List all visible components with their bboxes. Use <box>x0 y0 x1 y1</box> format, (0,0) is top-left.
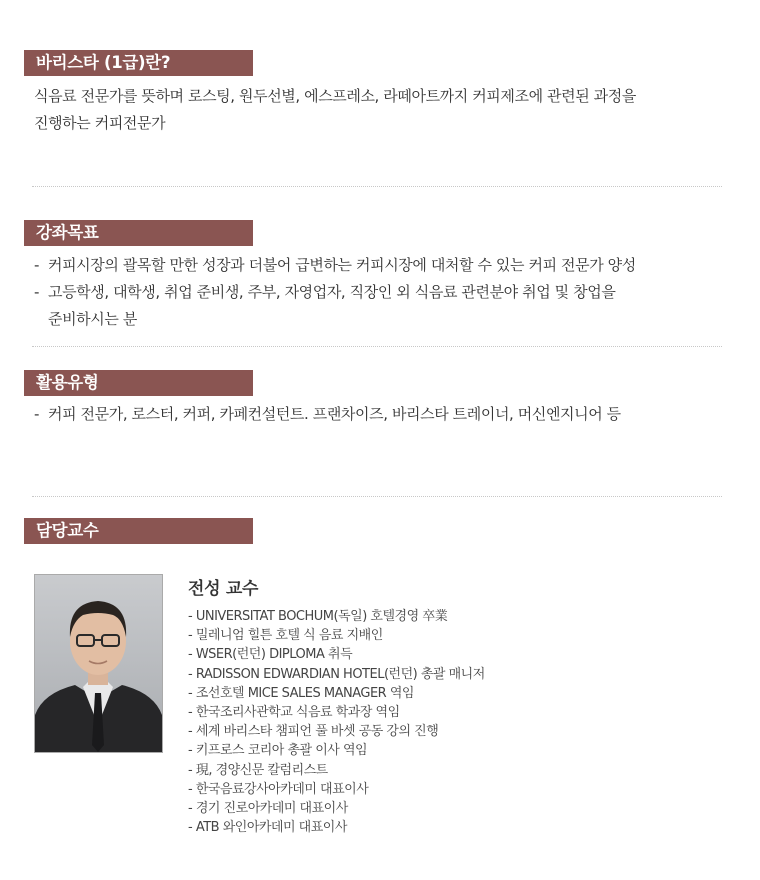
goal-item-continuation <box>34 306 636 333</box>
goal-list <box>34 252 636 333</box>
barista-description <box>34 83 636 137</box>
divider <box>32 346 722 347</box>
bullet-dash: - <box>34 405 40 423</box>
career-item: - 키프로스 코리아 총괄 이사 역임 <box>188 743 368 759</box>
instructor-portrait-icon <box>35 575 162 752</box>
career-item: - RADISSON EDWARDIAN HOTEL(런던) 총괄 매니저 <box>188 666 485 682</box>
divider <box>32 186 722 187</box>
usage-item <box>34 401 621 428</box>
bullet-dash: - <box>34 256 40 274</box>
instructor-career-list <box>188 607 485 837</box>
barista-description-line-1: 식음료 전문가를 뜻하며 로스팅, 원두선별, 에스프레소, 라떼아트까지 커피제조에 관련된 과정을 <box>34 87 636 105</box>
goal-item-continuation-text: 준비하시는 분 <box>48 310 137 328</box>
career-item: - 밀레니엄 힐튼 호텔 식 음료 지배인 <box>188 628 383 644</box>
goal-item <box>34 252 636 279</box>
section-header-usage: 활용유형 <box>24 370 253 396</box>
career-item: - 現, 경양신문 칼럼리스트 <box>188 762 328 778</box>
section-header-goal: 강좌목표 <box>24 220 253 246</box>
career-item: - WSER(런던) DIPLOMA 취득 <box>188 647 353 663</box>
bullet-dash: - <box>34 283 40 301</box>
career-item: - UNIVERSITAT BOCHUM(독일) 호텔경영 卒業 <box>188 609 448 624</box>
goal-item-text: 고등학생, 대학생, 취업 준비생, 주부, 자영업자, 직장인 외 식음료 관련분야 취업 및 창업을 <box>48 283 616 301</box>
barista-description-line-2: 진행하는 커피전문가 <box>34 114 166 132</box>
career-item: - 세계 바리스타 챔피언 풀 바셋 공동 강의 진행 <box>188 724 439 740</box>
divider <box>32 496 722 497</box>
section-header-barista: 바리스타 (1급)란? <box>24 50 253 76</box>
career-item: - 한국음료강사아카데미 대표이사 <box>188 781 369 797</box>
section-header-instructor: 담당교수 <box>24 518 253 544</box>
career-item: - ATB 와인아카데미 대표이사 <box>188 820 347 836</box>
usage-list <box>34 401 621 428</box>
usage-item-text: 커피 전문가, 로스터, 커퍼, 카페컨설턴트. 프랜차이즈, 바리스타 트레이너, 머신엔지니어 등 <box>48 405 621 423</box>
goal-item-text: 커피시장의 괄목할 만한 성장과 더불어 급변하는 커피시장에 대처할 수 있는 커피 전문가 양성 <box>48 256 636 274</box>
career-item: - 경기 진로아카데미 대표이사 <box>188 801 348 817</box>
career-item: - 한국조리사관학교 식음료 학과장 역임 <box>188 705 400 721</box>
instructor-name: 전성 교수 <box>188 579 259 599</box>
goal-item <box>34 279 636 306</box>
career-item: - 조선호텔 MICE SALES MANAGER 역임 <box>188 685 414 701</box>
instructor-photo <box>34 574 163 753</box>
